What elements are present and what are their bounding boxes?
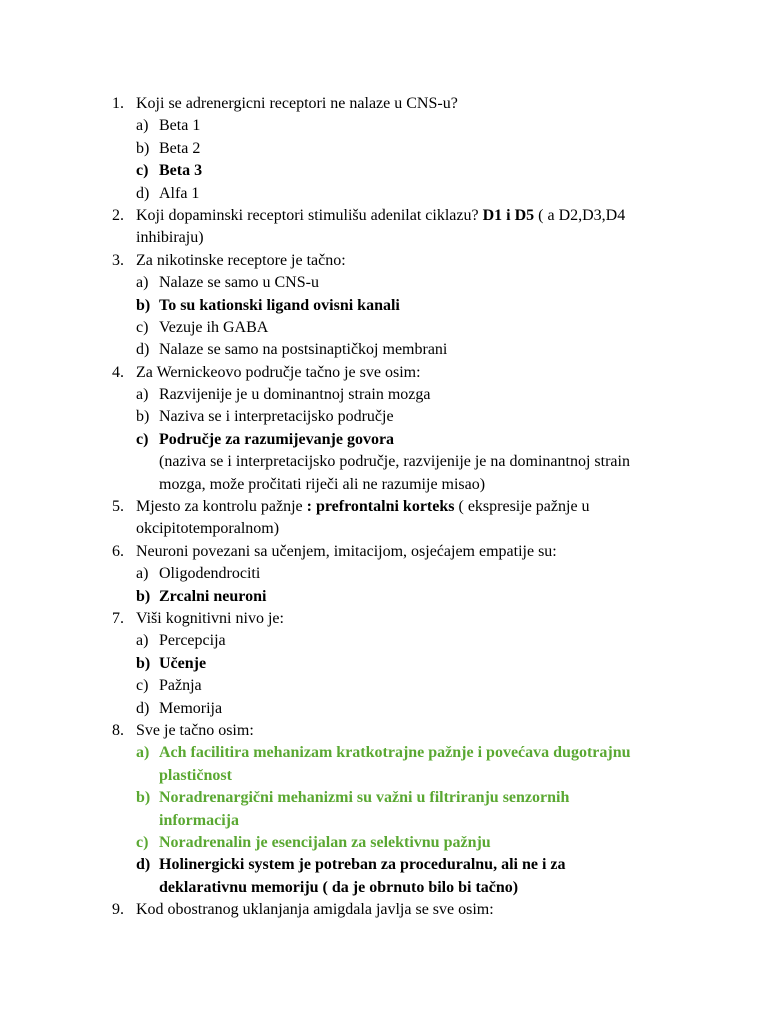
answer-label: b) — [136, 654, 151, 672]
question-continuation — [0, 227, 768, 249]
answer-label: a) — [136, 632, 149, 650]
question-text — [136, 205, 625, 227]
answer-text: Nalaze se samo u CNS-u — [159, 274, 319, 292]
answer-text: Noradrenargični mehanizmi su važni u filtriranju senzornih — [159, 789, 570, 807]
question-number: 1. — [112, 95, 124, 112]
answer-label: a) — [136, 386, 149, 404]
answer-label: a) — [136, 274, 149, 292]
answer-text: Percepcija — [159, 632, 226, 650]
question-number: 4. — [112, 363, 124, 381]
question-1 — [0, 93, 768, 115]
answer-option — [0, 138, 768, 160]
answer-text: Holinergicki system je potreban za proceduralnu, ali ne i za — [159, 856, 566, 874]
answer-text: Vezuje ih GABA — [159, 318, 269, 336]
answer-text: Beta 2 — [159, 139, 201, 157]
answer-text: Područje za razumijevanje govora — [159, 430, 395, 448]
answer-option — [0, 115, 768, 137]
question-text: Koji se adrenergicni receptori ne nalaze u CNS-u? — [136, 95, 458, 112]
note-text: mozga, može pročitati riječi ali ne razumije misao) — [159, 475, 486, 493]
question-text — [136, 496, 590, 518]
answer-text: Zrcalni neuroni — [159, 587, 267, 605]
question-text: Viši kognitivni nivo je: — [136, 609, 284, 627]
question-9 — [0, 899, 768, 921]
document-page — [0, 93, 768, 921]
question-text: okcipitotemporalnom) — [136, 520, 280, 538]
question-continuation — [0, 518, 768, 540]
question-number: 6. — [112, 542, 124, 560]
question-text: inhibiraju) — [136, 229, 204, 247]
question-number: 2. — [112, 206, 124, 224]
answer-continuation — [0, 877, 768, 899]
answer-text: Razvijenije je u dominantnoj strain mozga — [159, 386, 431, 404]
answer-continuation — [0, 810, 768, 832]
answer-label: c) — [136, 162, 149, 180]
answer-label: b) — [136, 139, 150, 157]
question-text-part: Koji dopaminski receptori stimulišu adenilat ciklazu? — [136, 206, 483, 224]
answer-text: Naziva se i interpretacijsko područje — [159, 408, 394, 426]
answer-text: Ach facilitira mehanizam kratkotrajne pažnje i povećava dugotrajnu — [159, 744, 631, 762]
answer-option — [0, 675, 768, 697]
answer-text: Memorija — [159, 699, 223, 717]
answer-label: c) — [136, 318, 149, 336]
question-number: 5. — [112, 498, 124, 516]
question-text: Kod obostranog uklanjanja amigdala javlja se sve osim: — [136, 901, 494, 919]
answer-text: Beta 1 — [159, 117, 201, 135]
question-number: 7. — [112, 609, 124, 627]
answer-option — [0, 183, 768, 205]
question-text: Za Wernickeovo područje tačno je sve osim: — [136, 363, 421, 381]
question-answer-bold: : prefrontalni korteks — [306, 498, 455, 516]
answer-label: a) — [136, 565, 149, 583]
answer-option — [0, 339, 768, 361]
question-number: 3. — [112, 251, 124, 269]
answer-option-green — [0, 832, 768, 854]
answer-option — [0, 698, 768, 720]
answer-option — [0, 384, 768, 406]
answer-continuation — [0, 765, 768, 787]
answer-label: c) — [136, 677, 149, 695]
question-text-part: Mjesto za kontrolu pažnje — [136, 498, 307, 516]
question-4 — [0, 362, 768, 384]
question-2 — [0, 205, 768, 227]
question-7 — [0, 608, 768, 630]
question-text-part: ( a D2,D3,D4 — [534, 206, 626, 224]
answer-text: Nalaze se samo na postsinaptičkoj membrani — [159, 341, 448, 359]
question-text: Neuroni povezani sa učenjem, imitacijom, osjećajem empatije su: — [136, 542, 557, 560]
question-number: 9. — [112, 901, 124, 919]
answer-option-correct — [0, 160, 768, 182]
answer-text: Pažnja — [159, 677, 202, 695]
answer-option-correct — [0, 653, 768, 675]
answer-option-green — [0, 742, 768, 764]
answer-option — [0, 630, 768, 652]
question-8 — [0, 720, 768, 742]
answer-option-correct — [0, 295, 768, 317]
answer-label: b) — [136, 789, 151, 807]
question-6 — [0, 541, 768, 563]
answer-option-green — [0, 787, 768, 809]
answer-option — [0, 406, 768, 428]
answer-label: b) — [136, 408, 150, 426]
question-number: 8. — [112, 721, 124, 739]
answer-label: d) — [136, 184, 150, 202]
answer-label: d) — [136, 341, 150, 359]
answer-label: b) — [136, 587, 151, 605]
note-text: (naziva se i interpretacijsko područje, razvijenije je na dominantnoj strain — [159, 453, 630, 471]
answer-option — [0, 272, 768, 294]
question-3 — [0, 250, 768, 272]
answer-label: c) — [136, 833, 149, 851]
answer-text: Alfa 1 — [159, 184, 200, 202]
answer-option-correct — [0, 854, 768, 876]
question-text-part: ( ekspresije pažnje u — [454, 498, 590, 516]
answer-text: Noradrenalin je esencijalan za selektivnu pažnju — [159, 833, 491, 851]
answer-label: c) — [136, 430, 149, 448]
question-5 — [0, 496, 768, 518]
answer-label: a) — [136, 744, 150, 762]
answer-label: d) — [136, 699, 150, 717]
answer-text: informacija — [159, 811, 239, 829]
answer-text: To su kationski ligand ovisni kanali — [159, 296, 400, 314]
answer-label: a) — [136, 117, 149, 135]
answer-option-correct — [0, 586, 768, 608]
question-answer-bold: D1 i D5 — [482, 206, 535, 224]
answer-text: Oligodendrociti — [159, 565, 261, 583]
answer-option-correct — [0, 429, 768, 451]
answer-label: d) — [136, 856, 151, 874]
answer-text: plastičnost — [159, 766, 232, 784]
answer-option — [0, 563, 768, 585]
answer-note — [0, 451, 768, 473]
question-text: Za nikotinske receptore je tačno: — [136, 251, 346, 269]
answer-text: Beta 3 — [159, 162, 203, 180]
answer-note — [0, 474, 768, 496]
answer-text: Učenje — [159, 654, 207, 672]
answer-option — [0, 317, 768, 339]
question-text: Sve je tačno osim: — [136, 721, 254, 739]
answer-label: b) — [136, 296, 151, 314]
answer-text: deklarativnu memoriju ( da je obrnuto bilo bi tačno) — [159, 878, 519, 896]
